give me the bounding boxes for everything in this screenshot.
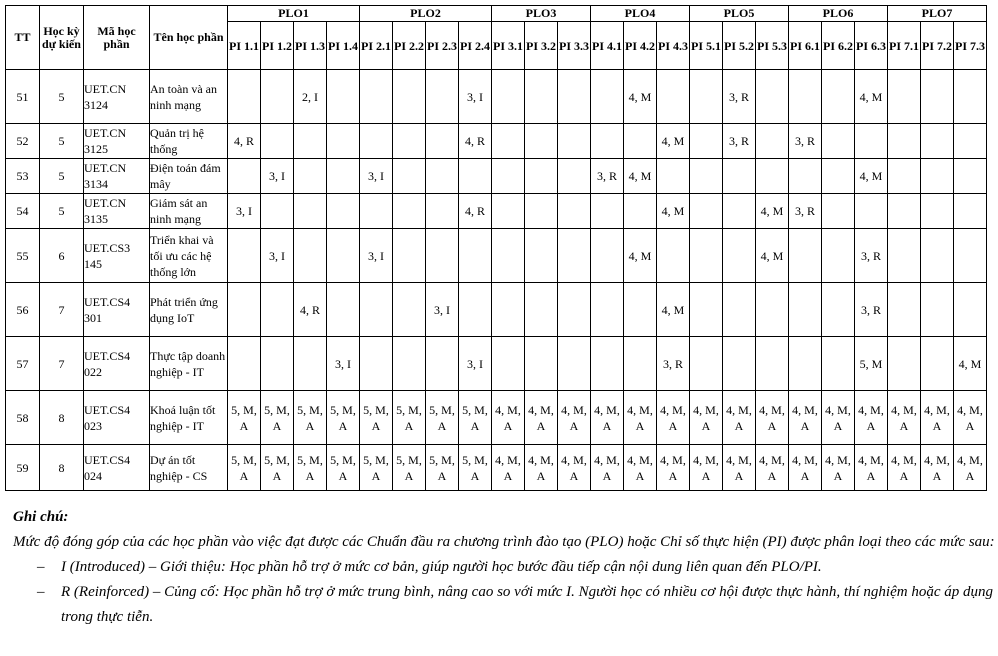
contribution-cell: 3, I bbox=[261, 229, 294, 283]
contribution-cell: 4, M, A bbox=[591, 445, 624, 491]
contribution-cell: 4, M, A bbox=[888, 445, 921, 491]
header-pi: PI 6.3 bbox=[855, 22, 888, 70]
contribution-cell: 5, M, A bbox=[294, 391, 327, 445]
contribution-cell bbox=[888, 283, 921, 337]
contribution-cell bbox=[294, 194, 327, 229]
contribution-cell bbox=[756, 337, 789, 391]
contribution-cell: 5, M, A bbox=[228, 391, 261, 445]
contribution-cell bbox=[822, 229, 855, 283]
contribution-cell bbox=[690, 229, 723, 283]
contribution-cell: 4, M, A bbox=[855, 445, 888, 491]
contribution-cell bbox=[393, 159, 426, 194]
header-pi: PI 5.1 bbox=[690, 22, 723, 70]
notes-section bbox=[5, 505, 995, 630]
course-name: Khoá luận tốt nghiệp - IT bbox=[150, 391, 228, 445]
contribution-cell bbox=[855, 194, 888, 229]
contribution-cell: 4, M, A bbox=[723, 445, 756, 491]
contribution-cell bbox=[294, 337, 327, 391]
contribution-cell bbox=[789, 159, 822, 194]
course-name: Triển khai và tối ưu các hệ thống lớn bbox=[150, 229, 228, 283]
notes-title: Ghi chú: bbox=[13, 509, 69, 525]
contribution-cell bbox=[822, 283, 855, 337]
header-pi: PI 1.1 bbox=[228, 22, 261, 70]
contribution-cell bbox=[921, 70, 954, 124]
contribution-cell: 3, R bbox=[657, 337, 690, 391]
row-semester: 5 bbox=[40, 124, 84, 159]
contribution-cell bbox=[228, 283, 261, 337]
contribution-cell: 4, M bbox=[624, 229, 657, 283]
contribution-cell: 4, M, A bbox=[624, 445, 657, 491]
contribution-cell bbox=[690, 337, 723, 391]
table-header bbox=[6, 6, 987, 70]
contribution-cell bbox=[591, 70, 624, 124]
contribution-cell bbox=[327, 194, 360, 229]
contribution-cell: 5, M, A bbox=[261, 445, 294, 491]
course-name: Giám sát an ninh mạng bbox=[150, 194, 228, 229]
course-name: Dự án tốt nghiệp - CS bbox=[150, 445, 228, 491]
notes-item-reinforced bbox=[5, 580, 995, 630]
contribution-cell: 4, M, A bbox=[789, 445, 822, 491]
contribution-cell bbox=[756, 70, 789, 124]
row-number: 51 bbox=[6, 70, 40, 124]
contribution-cell bbox=[426, 124, 459, 159]
contribution-cell bbox=[492, 283, 525, 337]
contribution-cell bbox=[426, 70, 459, 124]
header-pi: PI 2.2 bbox=[393, 22, 426, 70]
course-name: Phát triển ứng dụng IoT bbox=[150, 283, 228, 337]
contribution-cell: 5, M bbox=[855, 337, 888, 391]
contribution-cell bbox=[789, 229, 822, 283]
contribution-cell bbox=[954, 159, 987, 194]
contribution-cell bbox=[954, 229, 987, 283]
contribution-cell: 4, M bbox=[624, 159, 657, 194]
contribution-cell bbox=[822, 159, 855, 194]
contribution-cell bbox=[228, 70, 261, 124]
contribution-cell: 4, M, A bbox=[525, 391, 558, 445]
contribution-cell bbox=[492, 124, 525, 159]
row-semester: 5 bbox=[40, 159, 84, 194]
contribution-cell: 5, M, A bbox=[426, 391, 459, 445]
contribution-cell: 5, M, A bbox=[393, 445, 426, 491]
contribution-cell: 4, M, A bbox=[756, 391, 789, 445]
contribution-cell bbox=[756, 159, 789, 194]
contribution-cell bbox=[690, 283, 723, 337]
contribution-cell: 4, M, A bbox=[921, 445, 954, 491]
contribution-cell bbox=[723, 337, 756, 391]
contribution-cell: 5, M, A bbox=[360, 391, 393, 445]
contribution-cell bbox=[525, 70, 558, 124]
contribution-cell bbox=[558, 283, 591, 337]
contribution-cell bbox=[789, 337, 822, 391]
contribution-cell: 3, I bbox=[459, 70, 492, 124]
row-semester: 5 bbox=[40, 194, 84, 229]
contribution-cell bbox=[426, 229, 459, 283]
header-ten-hoc-phan: Tên học phần bbox=[150, 6, 228, 70]
contribution-cell bbox=[492, 229, 525, 283]
header-pi: PI 7.1 bbox=[888, 22, 921, 70]
row-number: 54 bbox=[6, 194, 40, 229]
list-dash: – bbox=[37, 584, 45, 600]
contribution-cell bbox=[822, 70, 855, 124]
contribution-cell: 5, M, A bbox=[459, 391, 492, 445]
contribution-cell bbox=[525, 283, 558, 337]
table-row bbox=[6, 229, 987, 283]
table-row bbox=[6, 337, 987, 391]
contribution-cell bbox=[261, 194, 294, 229]
contribution-cell bbox=[822, 194, 855, 229]
row-semester: 7 bbox=[40, 283, 84, 337]
contribution-cell bbox=[393, 194, 426, 229]
contribution-cell bbox=[558, 229, 591, 283]
contribution-cell bbox=[492, 194, 525, 229]
contribution-cell: 4, R bbox=[294, 283, 327, 337]
contribution-cell bbox=[558, 124, 591, 159]
header-ma-hoc-phan: Mã học phần bbox=[84, 6, 150, 70]
header-pi: PI 3.3 bbox=[558, 22, 591, 70]
contribution-cell: 4, M, A bbox=[888, 391, 921, 445]
contribution-cell bbox=[624, 337, 657, 391]
contribution-cell bbox=[888, 194, 921, 229]
contribution-cell bbox=[954, 283, 987, 337]
contribution-cell bbox=[921, 124, 954, 159]
contribution-cell bbox=[459, 229, 492, 283]
contribution-cell bbox=[888, 229, 921, 283]
contribution-cell bbox=[492, 337, 525, 391]
contribution-cell: 4, M, A bbox=[657, 445, 690, 491]
contribution-cell bbox=[723, 283, 756, 337]
contribution-cell: 4, M, A bbox=[624, 391, 657, 445]
contribution-cell bbox=[327, 124, 360, 159]
contribution-cell bbox=[426, 159, 459, 194]
contribution-cell: 3, R bbox=[789, 194, 822, 229]
contribution-cell bbox=[228, 229, 261, 283]
header-pi: PI 2.4 bbox=[459, 22, 492, 70]
header-pi: PI 7.2 bbox=[921, 22, 954, 70]
contribution-cell: 2, I bbox=[294, 70, 327, 124]
header-pi: PI 5.2 bbox=[723, 22, 756, 70]
contribution-cell bbox=[393, 70, 426, 124]
contribution-cell bbox=[657, 70, 690, 124]
header-pi: PI 1.2 bbox=[261, 22, 294, 70]
contribution-cell bbox=[525, 337, 558, 391]
header-pi: PI 4.3 bbox=[657, 22, 690, 70]
course-code: UET.CS3 145 bbox=[84, 229, 150, 283]
contribution-cell bbox=[657, 229, 690, 283]
contribution-cell bbox=[492, 159, 525, 194]
contribution-cell: 4, M bbox=[657, 124, 690, 159]
contribution-cell: 5, M, A bbox=[360, 445, 393, 491]
contribution-cell: 4, M, A bbox=[558, 391, 591, 445]
contribution-cell: 3, R bbox=[723, 124, 756, 159]
contribution-cell bbox=[327, 229, 360, 283]
contribution-cell bbox=[723, 194, 756, 229]
contribution-cell bbox=[591, 194, 624, 229]
contribution-cell: 5, M, A bbox=[261, 391, 294, 445]
contribution-cell bbox=[789, 283, 822, 337]
contribution-cell bbox=[525, 194, 558, 229]
contribution-cell: 3, R bbox=[591, 159, 624, 194]
contribution-cell bbox=[723, 229, 756, 283]
contribution-cell bbox=[426, 337, 459, 391]
contribution-cell: 4, M bbox=[624, 70, 657, 124]
contribution-cell: 4, M bbox=[954, 337, 987, 391]
contribution-cell: 3, R bbox=[789, 124, 822, 159]
table-row bbox=[6, 391, 987, 445]
contribution-cell bbox=[360, 194, 393, 229]
contribution-cell bbox=[261, 124, 294, 159]
contribution-cell bbox=[624, 194, 657, 229]
contribution-cell: 4, R bbox=[228, 124, 261, 159]
contribution-cell bbox=[822, 337, 855, 391]
notes-item-text: I (Introduced) – Giới thiệu: Học phần hỗ trợ ở mức cơ bản, giúp người học bước đầu tiếp cận nội dung liên quan đến PLO/PI. bbox=[61, 559, 822, 575]
contribution-cell: 4, M bbox=[855, 159, 888, 194]
header-pi: PI 1.3 bbox=[294, 22, 327, 70]
contribution-cell: 4, M bbox=[657, 194, 690, 229]
contribution-cell: 4, M, A bbox=[525, 445, 558, 491]
contribution-cell: 4, M, A bbox=[657, 391, 690, 445]
contribution-cell bbox=[393, 283, 426, 337]
row-number: 52 bbox=[6, 124, 40, 159]
contribution-cell: 3, R bbox=[855, 229, 888, 283]
contribution-cell: 3, I bbox=[228, 194, 261, 229]
contribution-cell bbox=[921, 159, 954, 194]
contribution-cell: 4, M, A bbox=[954, 391, 987, 445]
contribution-cell: 3, I bbox=[360, 229, 393, 283]
contribution-cell bbox=[459, 159, 492, 194]
contribution-cell bbox=[921, 337, 954, 391]
contribution-cell: 3, R bbox=[723, 70, 756, 124]
contribution-cell: 3, I bbox=[327, 337, 360, 391]
contribution-cell bbox=[228, 337, 261, 391]
table-row bbox=[6, 283, 987, 337]
course-name: An toàn và an ninh mạng bbox=[150, 70, 228, 124]
row-number: 55 bbox=[6, 229, 40, 283]
contribution-cell bbox=[558, 70, 591, 124]
contribution-cell: 3, R bbox=[855, 283, 888, 337]
course-code: UET.CS4 022 bbox=[84, 337, 150, 391]
contribution-cell bbox=[393, 337, 426, 391]
header-pi: PI 6.2 bbox=[822, 22, 855, 70]
contribution-cell: 5, M, A bbox=[393, 391, 426, 445]
contribution-cell bbox=[360, 283, 393, 337]
header-pi: PI 4.1 bbox=[591, 22, 624, 70]
row-number: 53 bbox=[6, 159, 40, 194]
table-row bbox=[6, 194, 987, 229]
contribution-cell: 4, M, A bbox=[822, 445, 855, 491]
contribution-cell bbox=[558, 159, 591, 194]
row-number: 58 bbox=[6, 391, 40, 445]
course-code: UET.CS4 024 bbox=[84, 445, 150, 491]
header-plo2: PLO2 bbox=[360, 6, 492, 22]
contribution-cell: 4, M, A bbox=[690, 391, 723, 445]
table-row bbox=[6, 124, 987, 159]
contribution-cell bbox=[657, 159, 690, 194]
header-plo5: PLO5 bbox=[690, 6, 789, 22]
contribution-cell bbox=[624, 283, 657, 337]
course-name: Quản trị hệ thống bbox=[150, 124, 228, 159]
contribution-cell bbox=[591, 229, 624, 283]
contribution-cell: 4, M, A bbox=[822, 391, 855, 445]
contribution-cell bbox=[690, 194, 723, 229]
contribution-cell: 4, M, A bbox=[789, 391, 822, 445]
notes-item-text: R (Reinforced) – Củng cố: Học phần hỗ trợ ở mức trung bình, nâng cao so với mức I. Người học có nhiều cơ hội được thực hành, thí nghiệm hoặc áp dụng trong thực tiễn. bbox=[61, 584, 993, 625]
table-row bbox=[6, 445, 987, 491]
contribution-cell: 4, M, A bbox=[954, 445, 987, 491]
header-pi: PI 7.3 bbox=[954, 22, 987, 70]
course-code: UET.CN 3125 bbox=[84, 124, 150, 159]
contribution-cell bbox=[228, 159, 261, 194]
contribution-cell: 3, I bbox=[459, 337, 492, 391]
contribution-cell: 3, I bbox=[426, 283, 459, 337]
contribution-cell: 4, M, A bbox=[690, 445, 723, 491]
contribution-cell bbox=[921, 283, 954, 337]
contribution-cell: 4, M, A bbox=[756, 445, 789, 491]
contribution-cell bbox=[393, 229, 426, 283]
contribution-cell bbox=[690, 70, 723, 124]
header-pi: PI 3.2 bbox=[525, 22, 558, 70]
contribution-cell: 5, M, A bbox=[327, 445, 360, 491]
contribution-cell bbox=[525, 229, 558, 283]
course-code: UET.CS4 023 bbox=[84, 391, 150, 445]
contribution-cell bbox=[954, 194, 987, 229]
header-plo6: PLO6 bbox=[789, 6, 888, 22]
table-row bbox=[6, 159, 987, 194]
contribution-cell bbox=[525, 159, 558, 194]
contribution-cell: 5, M, A bbox=[294, 445, 327, 491]
contribution-cell: 4, M, A bbox=[558, 445, 591, 491]
course-code: UET.CN 3124 bbox=[84, 70, 150, 124]
contribution-cell bbox=[360, 124, 393, 159]
contribution-cell bbox=[690, 124, 723, 159]
header-pi: PI 2.1 bbox=[360, 22, 393, 70]
contribution-cell: 4, M bbox=[756, 229, 789, 283]
row-semester: 7 bbox=[40, 337, 84, 391]
contribution-cell bbox=[327, 283, 360, 337]
contribution-cell bbox=[591, 283, 624, 337]
contribution-cell bbox=[756, 124, 789, 159]
contribution-cell: 3, I bbox=[360, 159, 393, 194]
contribution-cell bbox=[789, 70, 822, 124]
contribution-cell: 4, M, A bbox=[591, 391, 624, 445]
contribution-cell: 5, M, A bbox=[228, 445, 261, 491]
row-number: 57 bbox=[6, 337, 40, 391]
header-hoc-ky: Học kỳ dự kiến bbox=[40, 6, 84, 70]
table-body bbox=[6, 70, 987, 491]
contribution-cell: 5, M, A bbox=[426, 445, 459, 491]
contribution-cell bbox=[360, 70, 393, 124]
contribution-cell bbox=[459, 283, 492, 337]
contribution-cell bbox=[261, 283, 294, 337]
contribution-cell bbox=[393, 124, 426, 159]
notes-intro: Mức độ đóng góp của các học phần vào việc đạt được các Chuẩn đầu ra chương trình đào tạo (PLO) hoặc Chỉ số thực hiện (PI) được phân loại theo các mức sau: bbox=[13, 534, 995, 550]
row-number: 56 bbox=[6, 283, 40, 337]
row-semester: 5 bbox=[40, 70, 84, 124]
row-semester: 8 bbox=[40, 391, 84, 445]
contribution-cell bbox=[888, 337, 921, 391]
plo-matrix-table bbox=[5, 5, 987, 491]
contribution-cell: 4, M, A bbox=[492, 391, 525, 445]
contribution-cell bbox=[492, 70, 525, 124]
contribution-cell: 4, R bbox=[459, 194, 492, 229]
header-plo1: PLO1 bbox=[228, 6, 360, 22]
contribution-cell bbox=[327, 70, 360, 124]
contribution-cell: 4, R bbox=[459, 124, 492, 159]
header-pi: PI 2.3 bbox=[426, 22, 459, 70]
contribution-cell: 4, M bbox=[657, 283, 690, 337]
contribution-cell bbox=[624, 124, 657, 159]
contribution-cell: 4, M, A bbox=[723, 391, 756, 445]
contribution-cell bbox=[756, 283, 789, 337]
contribution-cell bbox=[327, 159, 360, 194]
row-semester: 6 bbox=[40, 229, 84, 283]
contribution-cell bbox=[723, 159, 756, 194]
contribution-cell bbox=[294, 159, 327, 194]
course-code: UET.CN 3135 bbox=[84, 194, 150, 229]
header-tt: TT bbox=[6, 6, 40, 70]
contribution-cell bbox=[690, 159, 723, 194]
header-plo4: PLO4 bbox=[591, 6, 690, 22]
contribution-cell bbox=[591, 337, 624, 391]
header-pi: PI 4.2 bbox=[624, 22, 657, 70]
contribution-cell bbox=[294, 229, 327, 283]
contribution-cell bbox=[921, 229, 954, 283]
contribution-cell: 5, M, A bbox=[459, 445, 492, 491]
contribution-cell bbox=[261, 70, 294, 124]
notes-item-introduced bbox=[5, 555, 995, 580]
table-row bbox=[6, 70, 987, 124]
contribution-cell bbox=[360, 337, 393, 391]
contribution-cell bbox=[822, 124, 855, 159]
contribution-cell bbox=[261, 337, 294, 391]
header-pi: PI 3.1 bbox=[492, 22, 525, 70]
header-pi: PI 6.1 bbox=[789, 22, 822, 70]
contribution-cell: 4, M, A bbox=[921, 391, 954, 445]
contribution-cell bbox=[888, 159, 921, 194]
contribution-cell: 3, I bbox=[261, 159, 294, 194]
contribution-cell: 5, M, A bbox=[327, 391, 360, 445]
contribution-cell: 4, M, A bbox=[855, 391, 888, 445]
course-code: UET.CN 3134 bbox=[84, 159, 150, 194]
contribution-cell bbox=[525, 124, 558, 159]
header-pi: PI 5.3 bbox=[756, 22, 789, 70]
row-semester: 8 bbox=[40, 445, 84, 491]
contribution-cell: 4, M bbox=[756, 194, 789, 229]
contribution-cell: 4, M bbox=[855, 70, 888, 124]
contribution-cell bbox=[558, 337, 591, 391]
contribution-cell bbox=[954, 70, 987, 124]
contribution-cell bbox=[954, 124, 987, 159]
contribution-cell bbox=[294, 124, 327, 159]
course-name: Thực tập doanh nghiệp - IT bbox=[150, 337, 228, 391]
list-dash: – bbox=[37, 559, 45, 575]
row-number: 59 bbox=[6, 445, 40, 491]
header-pi: PI 1.4 bbox=[327, 22, 360, 70]
contribution-cell: 4, M, A bbox=[492, 445, 525, 491]
contribution-cell bbox=[558, 194, 591, 229]
header-plo7: PLO7 bbox=[888, 6, 987, 22]
contribution-cell bbox=[888, 70, 921, 124]
contribution-cell bbox=[888, 124, 921, 159]
contribution-cell bbox=[591, 124, 624, 159]
contribution-cell bbox=[855, 124, 888, 159]
course-name: Điện toán đám mây bbox=[150, 159, 228, 194]
header-plo3: PLO3 bbox=[492, 6, 591, 22]
contribution-cell bbox=[921, 194, 954, 229]
course-code: UET.CS4 301 bbox=[84, 283, 150, 337]
contribution-cell bbox=[426, 194, 459, 229]
